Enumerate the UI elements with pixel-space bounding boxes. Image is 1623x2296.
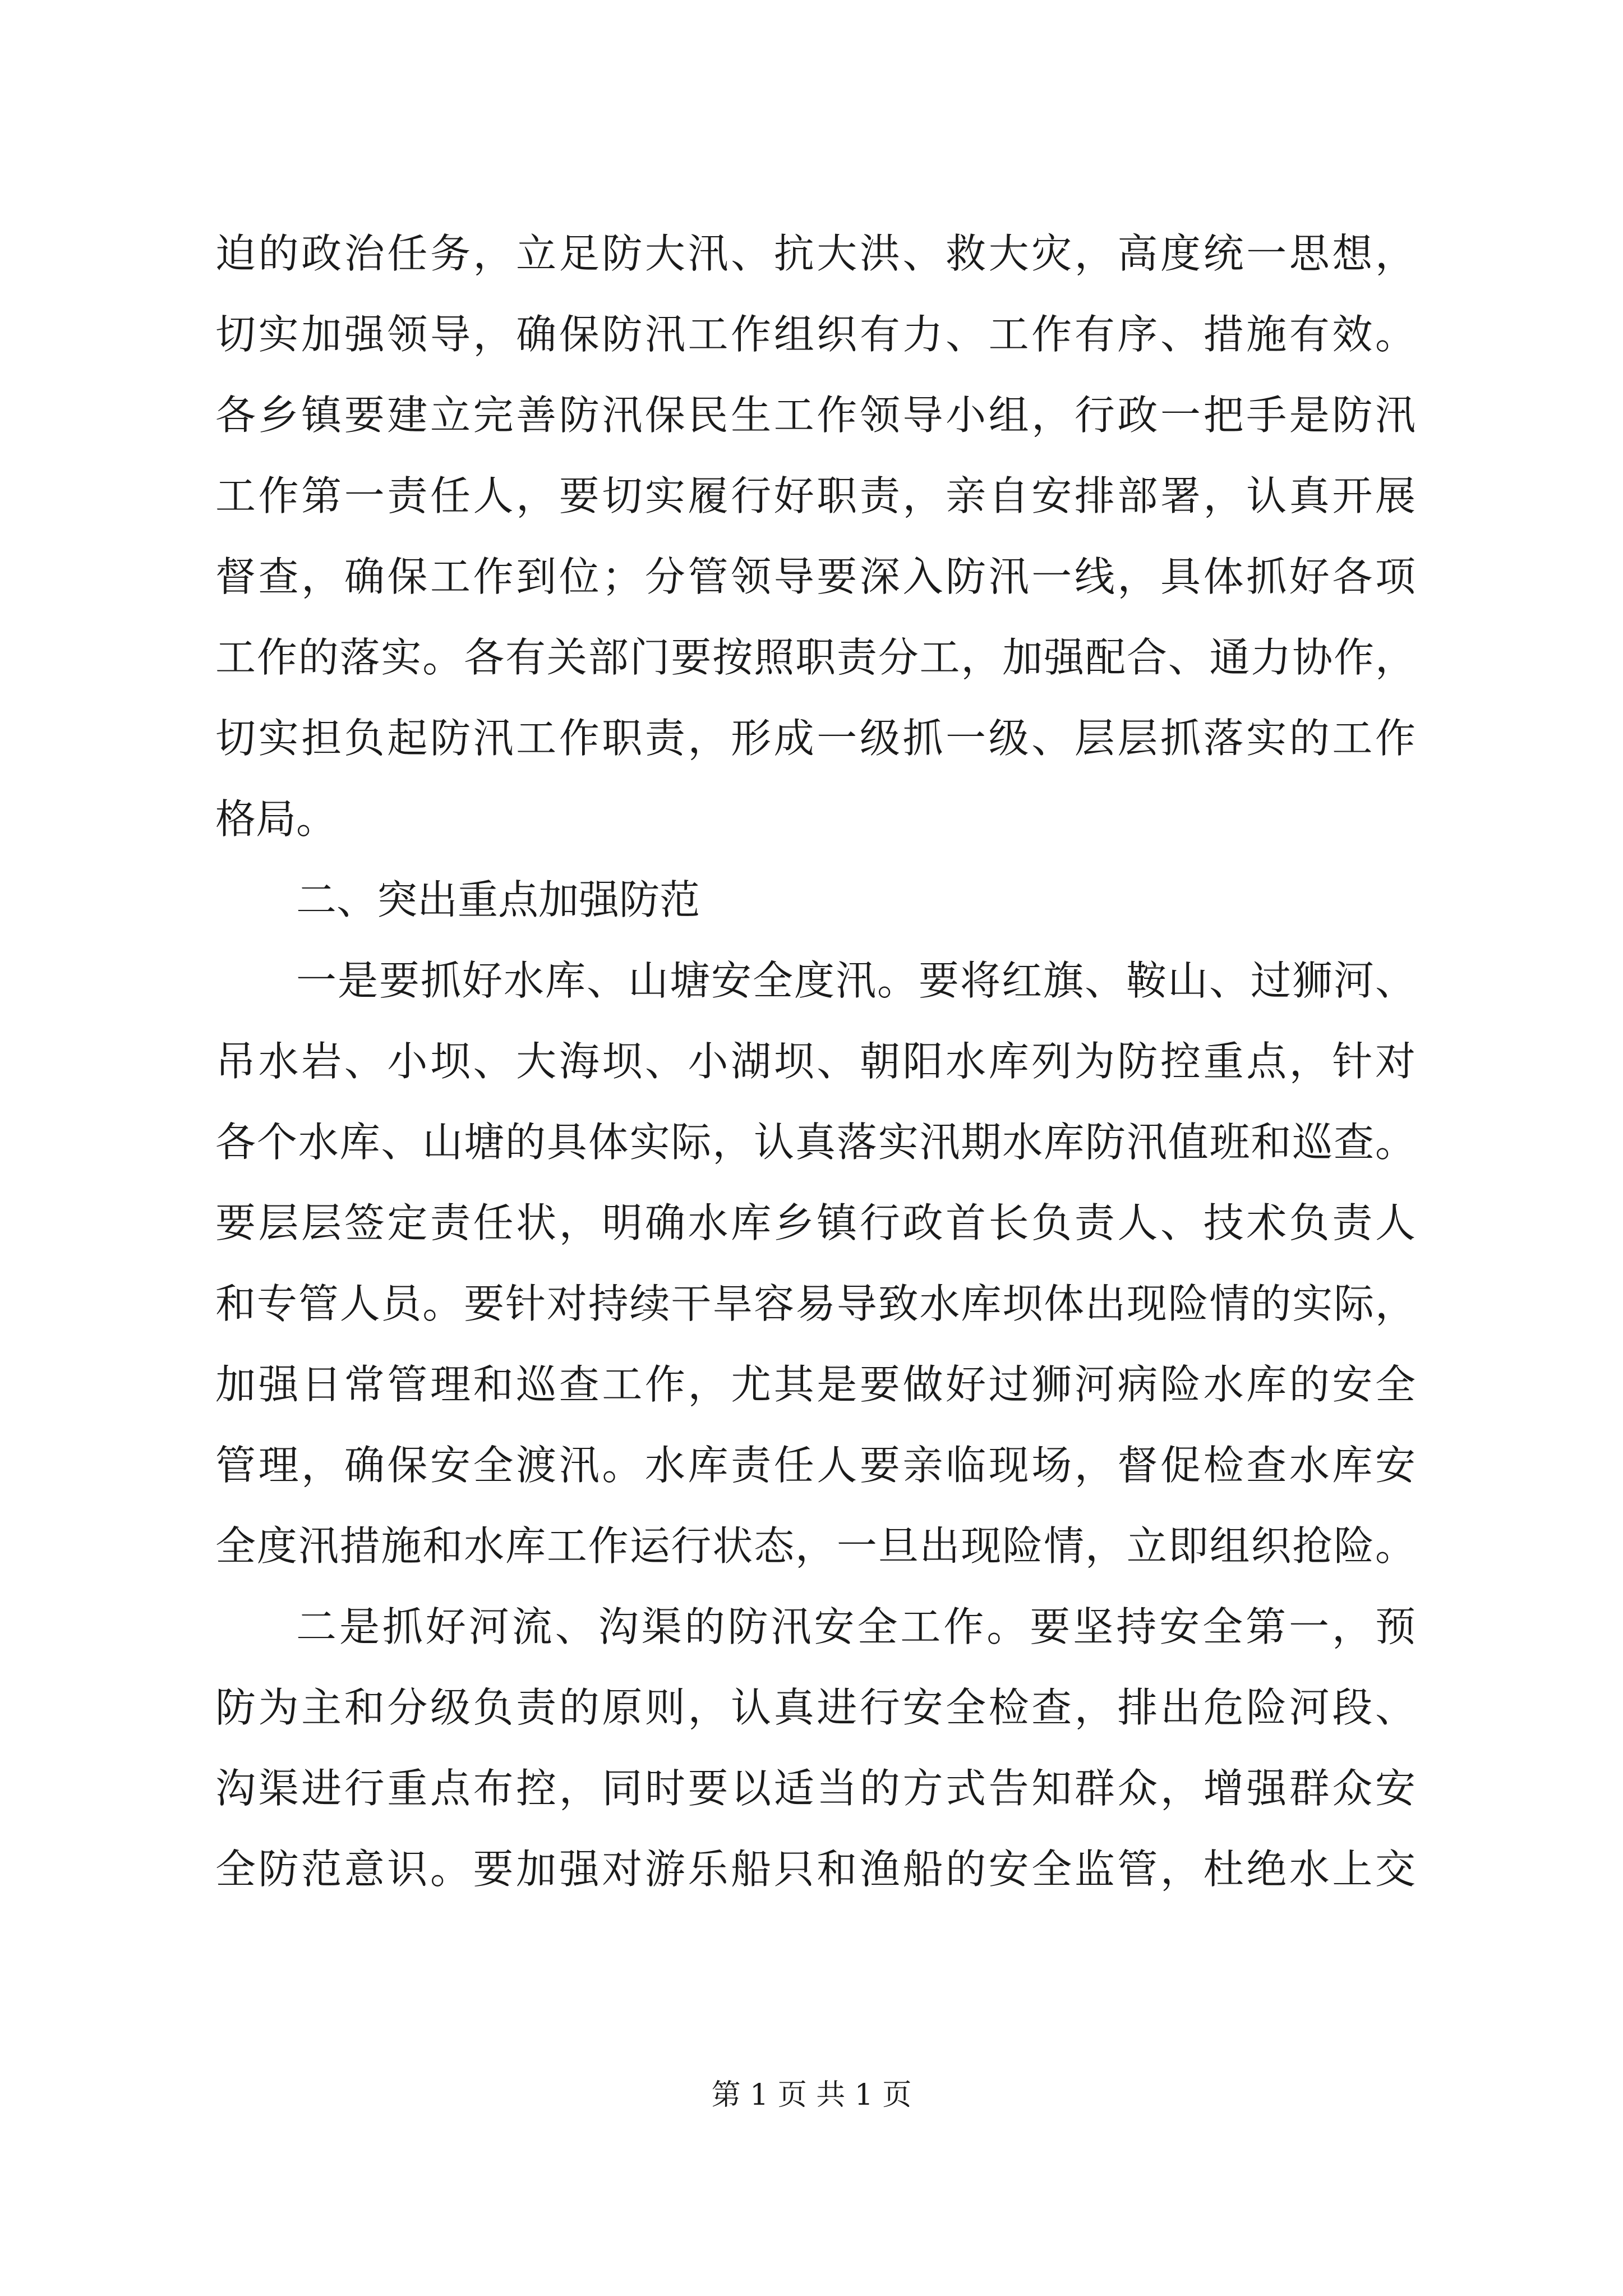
body-text — [215, 213, 1415, 1910]
text-line: 和专管人员。要针对持续干旱容易导致水库坝体出现险情的实际， — [215, 1280, 1415, 1327]
text-line: 一是要抓好水库、山塘安全度汛。要将红旗、鞍山、过狮河、 — [296, 957, 1415, 1004]
page-footer — [0, 2076, 1623, 2115]
text-line: 各个水库、山塘的具体实际，认真落实汛期水库防汛值班和巡查。 — [215, 1119, 1415, 1166]
text-line: 督查，确保工作到位；分管领导要深入防汛一线，具体抓好各项 — [215, 553, 1415, 600]
text-line: 沟渠进行重点布控，同时要以适当的方式告知群众，增强群众安 — [215, 1765, 1415, 1812]
text-line: 格局。 — [215, 795, 337, 843]
text-line: 工作的落实。各有关部门要按照职责分工，加强配合、通力协作， — [215, 634, 1415, 681]
text-line: 工作第一责任人，要切实履行好职责，亲自安排部署，认真开展 — [215, 472, 1415, 519]
text-line: 防为主和分级负责的原则，认真进行安全检查，排出危险河段、 — [215, 1684, 1415, 1731]
text-line: 各乡镇要建立完善防汛保民生工作领导小组，行政一把手是防汛 — [215, 392, 1415, 439]
section-heading: 二、突出重点加强防范 — [296, 876, 700, 923]
text-line: 加强日常管理和巡查工作，尤其是要做好过狮河病险水库的安全 — [215, 1361, 1415, 1408]
text-line: 全防范意识。要加强对游乐船只和渔船的安全监管，杜绝水上交 — [215, 1846, 1415, 1893]
text-line: 切实担负起防汛工作职责，形成一级抓一级、层层抓落实的工作 — [215, 715, 1415, 762]
text-line: 切实加强领导，确保防汛工作组织有力、工作有序、措施有效。 — [215, 311, 1415, 358]
text-line: 管理，确保安全渡汛。水库责任人要亲临现场，督促检查水库安 — [215, 1442, 1415, 1489]
text-line: 二是抓好河流、沟渠的防汛安全工作。要坚持安全第一，预 — [296, 1603, 1415, 1650]
text-line: 迫的政治任务，立足防大汛、抗大洪、救大灾，高度统一思想， — [215, 230, 1415, 277]
page-number: 第 1 页 共 1 页 — [711, 2078, 912, 2112]
text-line: 吊水岩、小坝、大海坝、小湖坝、朝阳水库列为防控重点，针对 — [215, 1038, 1415, 1085]
text-line: 全度汛措施和水库工作运行状态，一旦出现险情，立即组织抢险。 — [215, 1522, 1415, 1570]
text-line: 要层层签定责任状，明确水库乡镇行政首长负责人、技术负责人 — [215, 1199, 1415, 1246]
